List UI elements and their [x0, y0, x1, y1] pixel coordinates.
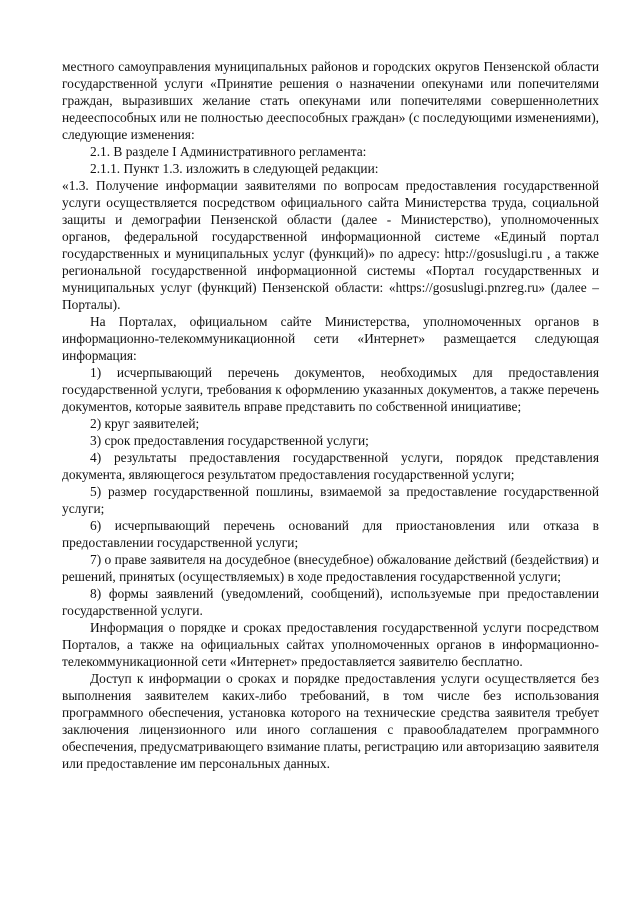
paragraph-section-2-1: 2.1. В разделе I Административного регламента: — [90, 144, 367, 159]
paragraph-point-1-3: «1.3. Получение информации заявителями по вопросам предоставления государственной услуги осуществляется посредством официального сайта Министерства труда, социальной защиты и демографии Пензенской области (далее - Министерство), уполномоченных органов, федеральной государственной информационной системе «Единый портал государственных и муниципальных услуг (функций)» по адресу: http://gosuslugi.ru , а также региональной государственной информационной системы «Портал государственных и муниципальных услуг (функций) Пензенской области: «https://gosuslugi.pnzreg.ru» (далее – Порталы). — [62, 178, 599, 312]
paragraph-section-2-1-1: 2.1.1. Пункт 1.3. изложить в следующей редакции: — [90, 161, 379, 176]
paragraph-access-information: Доступ к информации о сроках и порядке предоставления услуги осуществляется без выполнения заявителем каких-либо требований, в том числе без использования программного обеспечения, установка которого на технические средства заявителя требует заключения лицензионного или иного соглашения с правообладателем программного обеспечения, предусматривающего взимание платы, регистрацию или авторизацию заявителя или предоставление им персональных данных. — [62, 671, 599, 771]
list-item-8: 8) формы заявлений (уведомлений, сообщений), используемые при предоставлении государственной услуги. — [62, 586, 599, 618]
list-item-3: 3) срок предоставления государственной услуги; — [90, 433, 369, 448]
list-item-1: 1) исчерпывающий перечень документов, необходимых для предоставления государственной услуги, требования к оформлению указанных документов, а также перечень документов, которые заявитель вправе представить по собственной инициативе; — [62, 365, 599, 414]
list-item-6: 6) исчерпывающий перечень оснований для приостановления или отказа в предоставлении государственной услуги; — [62, 518, 599, 550]
list-item-4: 4) результаты предоставления государственной услуги, порядок представления документа, являющегося результатом предоставления государственной услуги; — [62, 450, 599, 482]
paragraph-free-information: Информация о порядке и сроках предоставления государственной услуги посредством Порталов, а также на официальных сайтах уполномоченных органов в информационно-телекоммуникационной сети «Интернет» предоставляется заявителю бесплатно. — [62, 620, 599, 669]
paragraph-portals-info: На Порталах, официальном сайте Министерства, уполномоченных органов в информационно-телекоммуникационной сети «Интернет» размещается следующая информация: — [62, 314, 599, 363]
paragraph-intro-continuation: местного самоуправления муниципальных районов и городских округов Пензенской области государственной услуги «Принятие решения о назначении опекунами или попечителями граждан, выразивших желание стать опекунами или попечителями совершеннолетних недееспособных или не полностью дееспособных граждан» (с последующими изменениями), следующие изменения: — [62, 59, 599, 142]
list-item-5: 5) размер государственной пошлины, взимаемой за предоставление государственной услуги; — [62, 484, 599, 516]
document-page — [62, 58, 599, 772]
list-item-7: 7) о праве заявителя на досудебное (внесудебное) обжалование действий (бездействия) и решений, принятых (осуществляемых) в ходе предоставления государственной услуги; — [62, 552, 599, 584]
list-item-2: 2) круг заявителей; — [90, 416, 200, 431]
